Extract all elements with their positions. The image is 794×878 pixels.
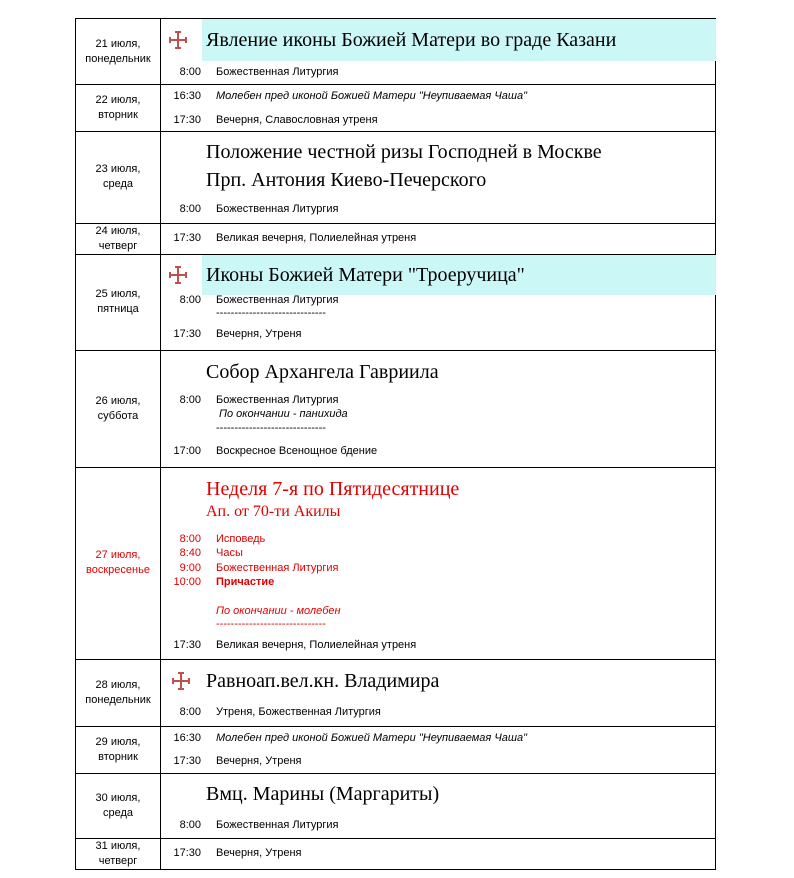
weekday: понедельник	[85, 52, 151, 65]
day-row	[76, 659, 716, 726]
date: 22 июля,	[95, 94, 141, 106]
weekday: вторник	[98, 109, 138, 121]
feast-title: Вмц. Марины (Маргариты)	[206, 783, 440, 806]
schedule-table	[75, 18, 716, 870]
service-row: 17:30 Великая вечерня, Полиелейная утреня	[173, 639, 417, 651]
day-row	[76, 85, 716, 132]
service-row: 16:30 Молебен пред иконой Божией Матери "Неупиваемая Чаша"	[173, 732, 527, 744]
weekday: среда	[102, 806, 134, 819]
date-cell	[76, 85, 161, 132]
service-row: 10:00 Причастие	[173, 576, 275, 588]
date: 31 июля,	[95, 839, 141, 852]
date: 26 июля,	[95, 394, 141, 407]
date-cell	[76, 838, 161, 869]
weekday: четверг	[98, 854, 138, 867]
service-row: 8:00 Божественная Литургия	[179, 819, 339, 832]
day-row	[76, 838, 716, 869]
separator: ------------------------------	[216, 421, 326, 434]
feast-title: Равноап.вел.кн. Владимира	[161, 661, 715, 701]
service-row: 8:00 Утреня, Божественная Литургия	[179, 706, 381, 719]
service-row: 8:40 Часы	[179, 547, 243, 559]
date-cell	[76, 223, 161, 254]
service-row: 17:30 Великая вечерня, Полиелейная утреня	[173, 232, 417, 245]
weekday: воскресенье	[86, 564, 150, 576]
service-row: 9:00 Божественная Литургия	[179, 561, 339, 574]
service-note: По окончании - молебен	[216, 604, 341, 617]
date-cell	[76, 659, 161, 726]
day-row	[76, 132, 716, 224]
service-row: 17:30 Вечерня, Утреня	[173, 754, 302, 767]
separator: ------------------------------	[216, 307, 326, 319]
day-content	[161, 85, 716, 132]
date: 25 июля,	[95, 288, 141, 300]
date: 30 июля,	[95, 791, 141, 804]
orthodox-cross-icon	[168, 30, 188, 50]
weekday: суббота	[97, 409, 139, 422]
date-cell	[76, 350, 161, 467]
day-row	[76, 467, 716, 659]
day-content	[161, 254, 716, 350]
separator: ------------------------------	[216, 618, 326, 630]
feast-subtitle: Ап. от 70-ти Акилы	[206, 502, 341, 520]
weekday: вторник	[98, 750, 138, 763]
date-cell	[76, 132, 161, 224]
date-cell	[76, 467, 161, 659]
service-row: 8:00 Божественная Литургия	[179, 203, 339, 215]
weekday: пятница	[97, 303, 139, 315]
feast-title: Явление иконы Божией Матери во граде Казани	[202, 19, 716, 61]
day-row	[76, 223, 716, 254]
date: 28 июля,	[95, 678, 141, 691]
feast-subtitle: Прп. Антония Киево-Печерского	[206, 169, 487, 191]
day-content	[161, 132, 716, 224]
date: 24 июля,	[95, 224, 141, 237]
day-row	[76, 773, 716, 838]
date-cell	[76, 773, 161, 838]
date: 29 июля,	[95, 735, 141, 748]
service-row: 17:30 Вечерня, Утреня	[173, 328, 302, 340]
day-content	[161, 659, 716, 726]
service-row: 8:00 Божественная Литургия	[179, 293, 339, 306]
day-row	[76, 350, 716, 467]
date-cell	[76, 726, 161, 773]
weekday: понедельник	[85, 693, 151, 706]
service-row: 16:30 Молебен пред иконой Божией Матери "Неупиваемая Чаша"	[173, 89, 527, 102]
feast-title: Положение честной ризы Господней в Москве	[206, 141, 602, 163]
day-content	[161, 773, 716, 838]
date-cell	[76, 19, 161, 85]
date: 23 июля,	[95, 163, 141, 176]
day-content	[161, 838, 716, 869]
service-row: 17:30 Вечерня, Утреня	[173, 847, 302, 860]
day-content	[161, 467, 716, 659]
day-row	[76, 19, 716, 85]
service-row: 17:00 Воскресное Всенощное бдение	[173, 444, 378, 457]
day-row	[76, 254, 716, 350]
day-row	[76, 726, 716, 773]
feast-title: Неделя 7-я по Пятидесятнице	[206, 477, 460, 500]
orthodox-cross-icon	[171, 671, 191, 691]
date: 27 июля,	[95, 549, 141, 561]
day-content	[161, 726, 716, 773]
day-content	[161, 223, 716, 254]
orthodox-cross-icon	[168, 265, 188, 285]
service-row: 8:00 Божественная Литургия	[179, 66, 339, 79]
feast-title: Собор Архангела Гавриила	[206, 360, 439, 383]
weekday: четверг	[98, 239, 138, 252]
day-content	[161, 350, 716, 467]
feast-title: Иконы Божией Матери "Троеручица"	[202, 255, 716, 295]
service-note: По окончании - панихида	[219, 408, 348, 420]
service-row: 8:00 Исповедь	[179, 532, 266, 545]
date-cell	[76, 254, 161, 350]
weekday: среда	[102, 178, 134, 191]
date: 21 июля,	[95, 37, 141, 50]
day-content	[161, 19, 716, 85]
service-row: 8:00 Божественная Литургия	[179, 393, 339, 406]
service-row: 17:30 Вечерня, Славословная утреня	[173, 114, 378, 126]
